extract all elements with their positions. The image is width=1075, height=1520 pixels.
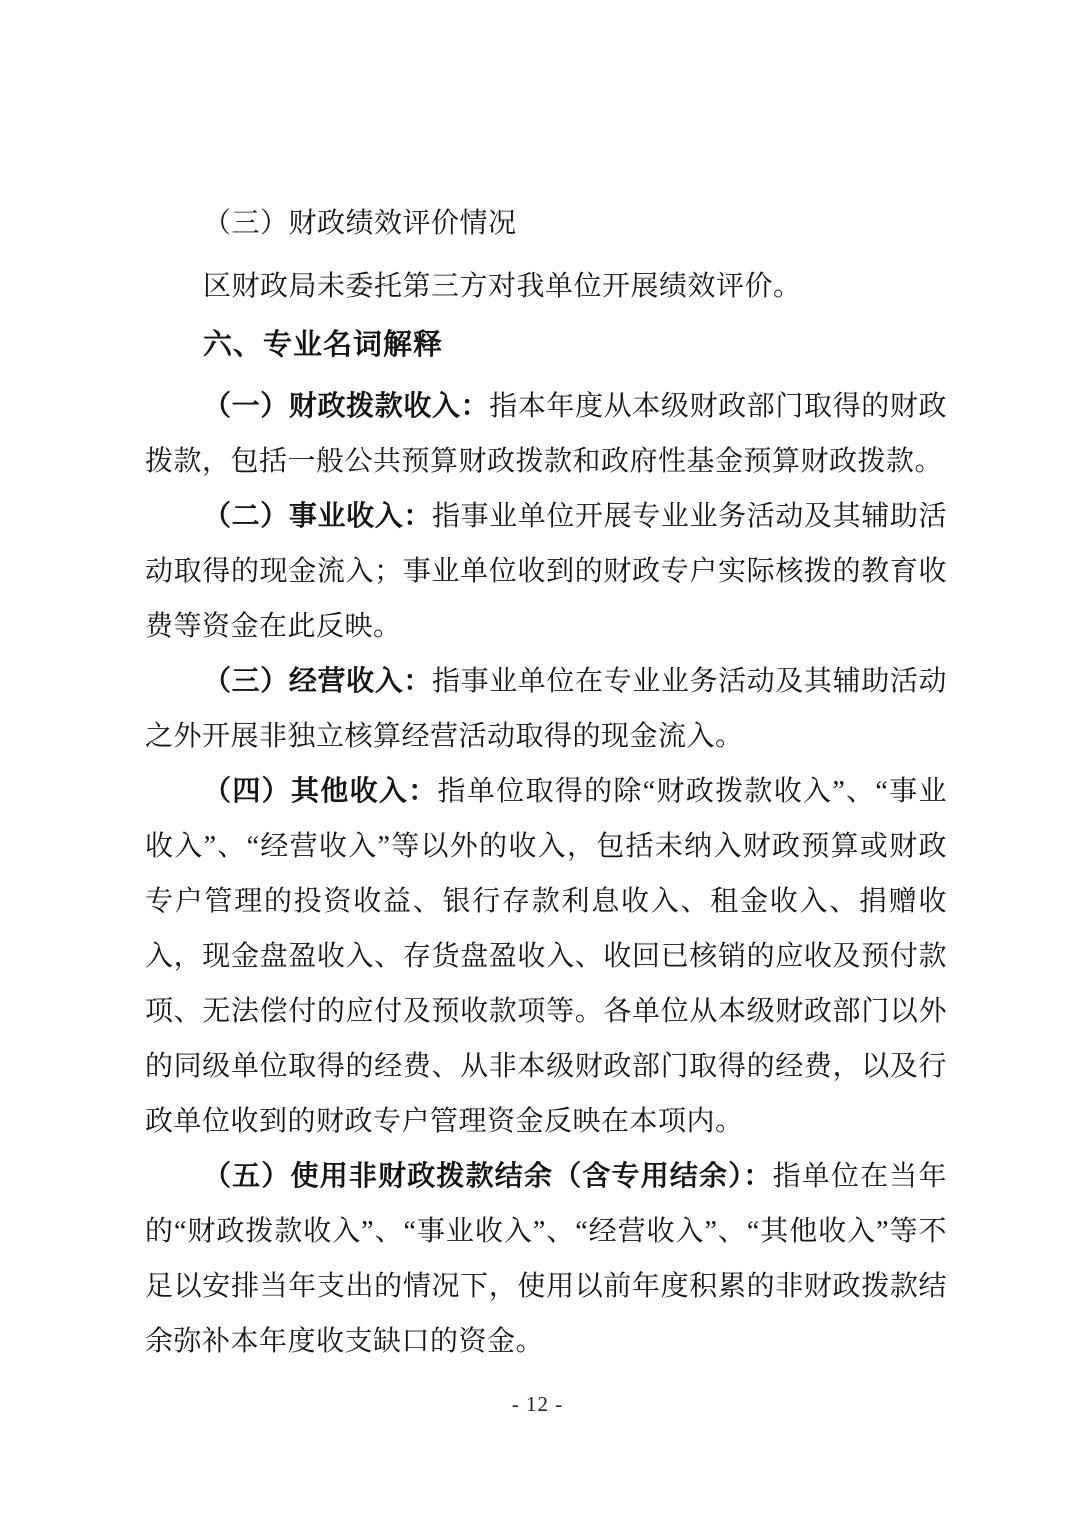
definition-text: 指单位在当年的“财政拨款收入”、“事业收入”、“经营收入”、“其他收入”等不足以安排当年支出的情况下，使用以前年度积累的非财政拨款结余弥补本年度收支缺口的资金。 xyxy=(145,1161,947,1357)
definition-term: （四）其他收入： xyxy=(203,776,438,807)
definition-term: （二）事业收入： xyxy=(203,501,432,532)
definition-text: 指单位取得的除“财政拨款收入”、“事业收入”、“经营收入”等以外的收入，包括未纳入财政预算或财政专户管理的投资收益、银行存款利息收入、租金收入、捐赠收入，现金盘盈收入、存货盘盈收入、收回已核销的应收及预付款项、无法偿付的应付及预收款项等。各单位从本级财政部门以外的同级单位取得的经费、从非本级财政部门取得的经费，以及行政单位收到的财政专户管理资金反映在本项内。 xyxy=(145,776,947,1137)
definition-business-income xyxy=(145,654,947,764)
definition-non-fiscal-balance xyxy=(145,1149,947,1369)
definition-other-income xyxy=(145,764,947,1149)
definition-term: （五）使用非财政拨款结余（含专用结余）： xyxy=(203,1161,773,1192)
definition-term: （三）经营收入： xyxy=(203,666,432,697)
definition-text: 指本年度从本级财政部门取得的财政拨款，包括一般公共预算财政拨款和政府性基金预算财政拨款。 xyxy=(145,391,947,477)
document-content xyxy=(145,196,947,1369)
definition-term: （一）财政拨款收入： xyxy=(203,391,490,422)
definition-operating-income-public xyxy=(145,489,947,654)
heading-performance-evaluation: （三）财政绩效评价情况 xyxy=(203,208,517,239)
definition-text: 指事业单位开展专业业务活动及其辅助活动取得的现金流入；事业单位收到的财政专户实际核拨的教育收费等资金在此反映。 xyxy=(145,501,947,642)
definition-text: 指事业单位在专业业务活动及其辅助活动之外开展非独立核算经营活动取得的现金流入。 xyxy=(145,666,947,752)
definition-fiscal-appropriation-income xyxy=(145,379,947,489)
paragraph-performance-evaluation: 区财政局未委托第三方对我单位开展绩效评价。 xyxy=(203,271,802,302)
heading-terminology: 六、专业名词解释 xyxy=(203,329,444,361)
page-number: - 12 - xyxy=(511,1392,564,1416)
